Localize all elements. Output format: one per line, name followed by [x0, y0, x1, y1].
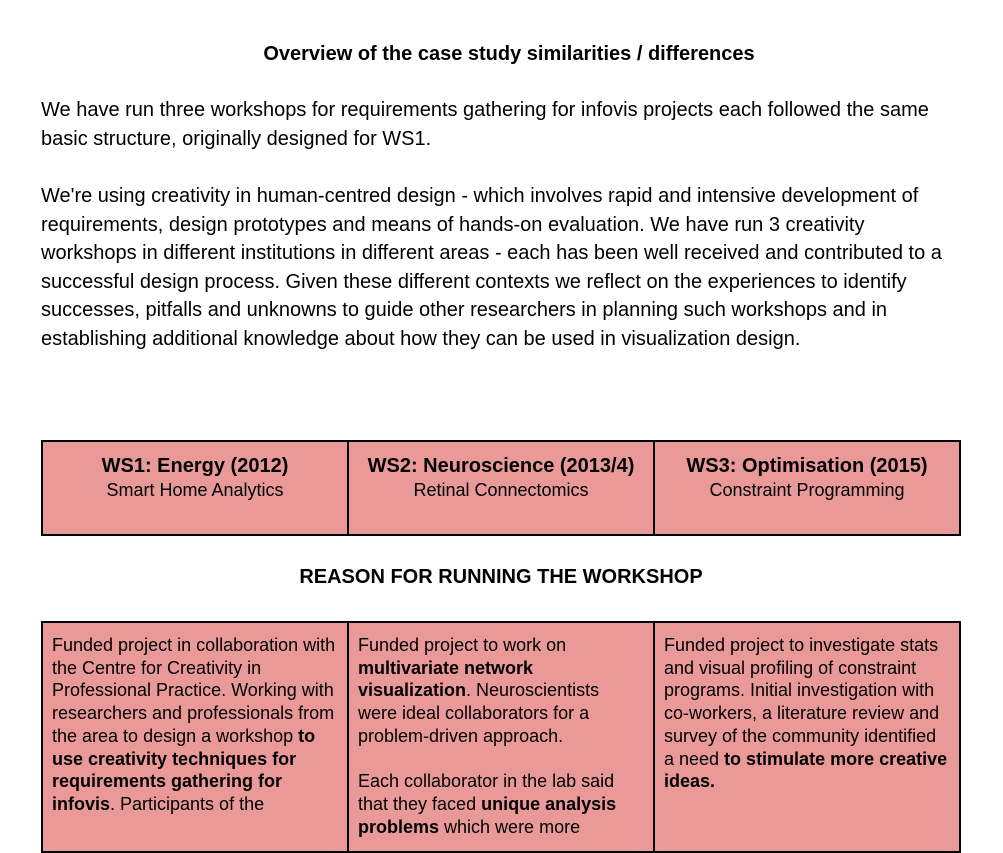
workshop-title: WS1: Energy (2012) — [101, 455, 289, 477]
workshop-subtitle: Smart Home Analytics — [106, 480, 284, 500]
reason-text: Funded project to work on — [358, 635, 567, 655]
reason-emphasis: to use creativity techniques for requirements gathering for infovis — [52, 725, 316, 814]
reason-paragraph — [358, 634, 643, 748]
reason-cell-ws2 — [348, 622, 654, 852]
table-row — [42, 622, 960, 852]
reason-text: . Participants of the — [110, 793, 265, 814]
intro-paragraph: We have run three workshops for requirements gathering for infovis projects each followed the same basic structure, originally designed for WS1. — [41, 99, 929, 150]
reasons-table — [41, 621, 961, 853]
table-row — [42, 441, 960, 535]
reason-paragraph — [52, 634, 337, 816]
workshop-subtitle: Retinal Connectomics — [413, 480, 589, 500]
context-paragraph: We're using creativity in human-centred design - which involves rapid and intensive development of requirements, design prototypes and means of hands-on evaluation. We have run 3 creativity workshops in different institutions in different areas - each has been well received and contributed to a successful design process. Given these different contexts we reflect on the experiences to identify successes, pitfalls and unknowns to guide other researchers in planning such workshops and in establishing additional knowledge about how they can be used in visualization design. — [41, 185, 942, 350]
document-title: Overview of the case study similarities / differences — [263, 43, 755, 65]
reason-text: Each collaborator in the lab said that they faced — [358, 771, 615, 814]
reason-paragraph — [664, 634, 949, 793]
section-heading: REASON FOR RUNNING THE WORKSHOP — [299, 566, 703, 588]
workshop-title: WS2: Neuroscience (2013/4) — [367, 455, 635, 477]
reason-emphasis: multivariate network visualization — [358, 657, 534, 701]
reason-cell-ws3 — [654, 622, 960, 852]
reason-paragraph — [358, 770, 643, 838]
workshop-title: WS3: Optimisation (2015) — [686, 455, 928, 477]
workshop-cell-ws1 — [42, 441, 348, 535]
reason-text: Funded project in collaboration with the Centre for Creativity in Professional Practice. Working with researchers and professionals from the area to design a workshop — [52, 635, 336, 746]
workshop-cell-ws3 — [654, 441, 960, 535]
workshop-cell-ws2 — [348, 441, 654, 535]
workshop-subtitle: Constraint Programming — [709, 480, 905, 500]
reason-emphasis: to stimulate more creative ideas. — [664, 748, 948, 792]
reason-cell-ws1 — [42, 622, 348, 852]
workshops-header-table — [41, 440, 961, 536]
reason-emphasis: unique analysis problems — [358, 793, 617, 837]
reason-text: which were more — [439, 816, 581, 837]
reason-text: . Neuroscientists were ideal collaborators for a problem-driven approach. — [358, 680, 600, 746]
reason-text: Funded project to investigate stats and visual profiling of constraint programs. Initial investigation with co-workers, a literature review and survey of the community identified a need — [664, 635, 940, 769]
